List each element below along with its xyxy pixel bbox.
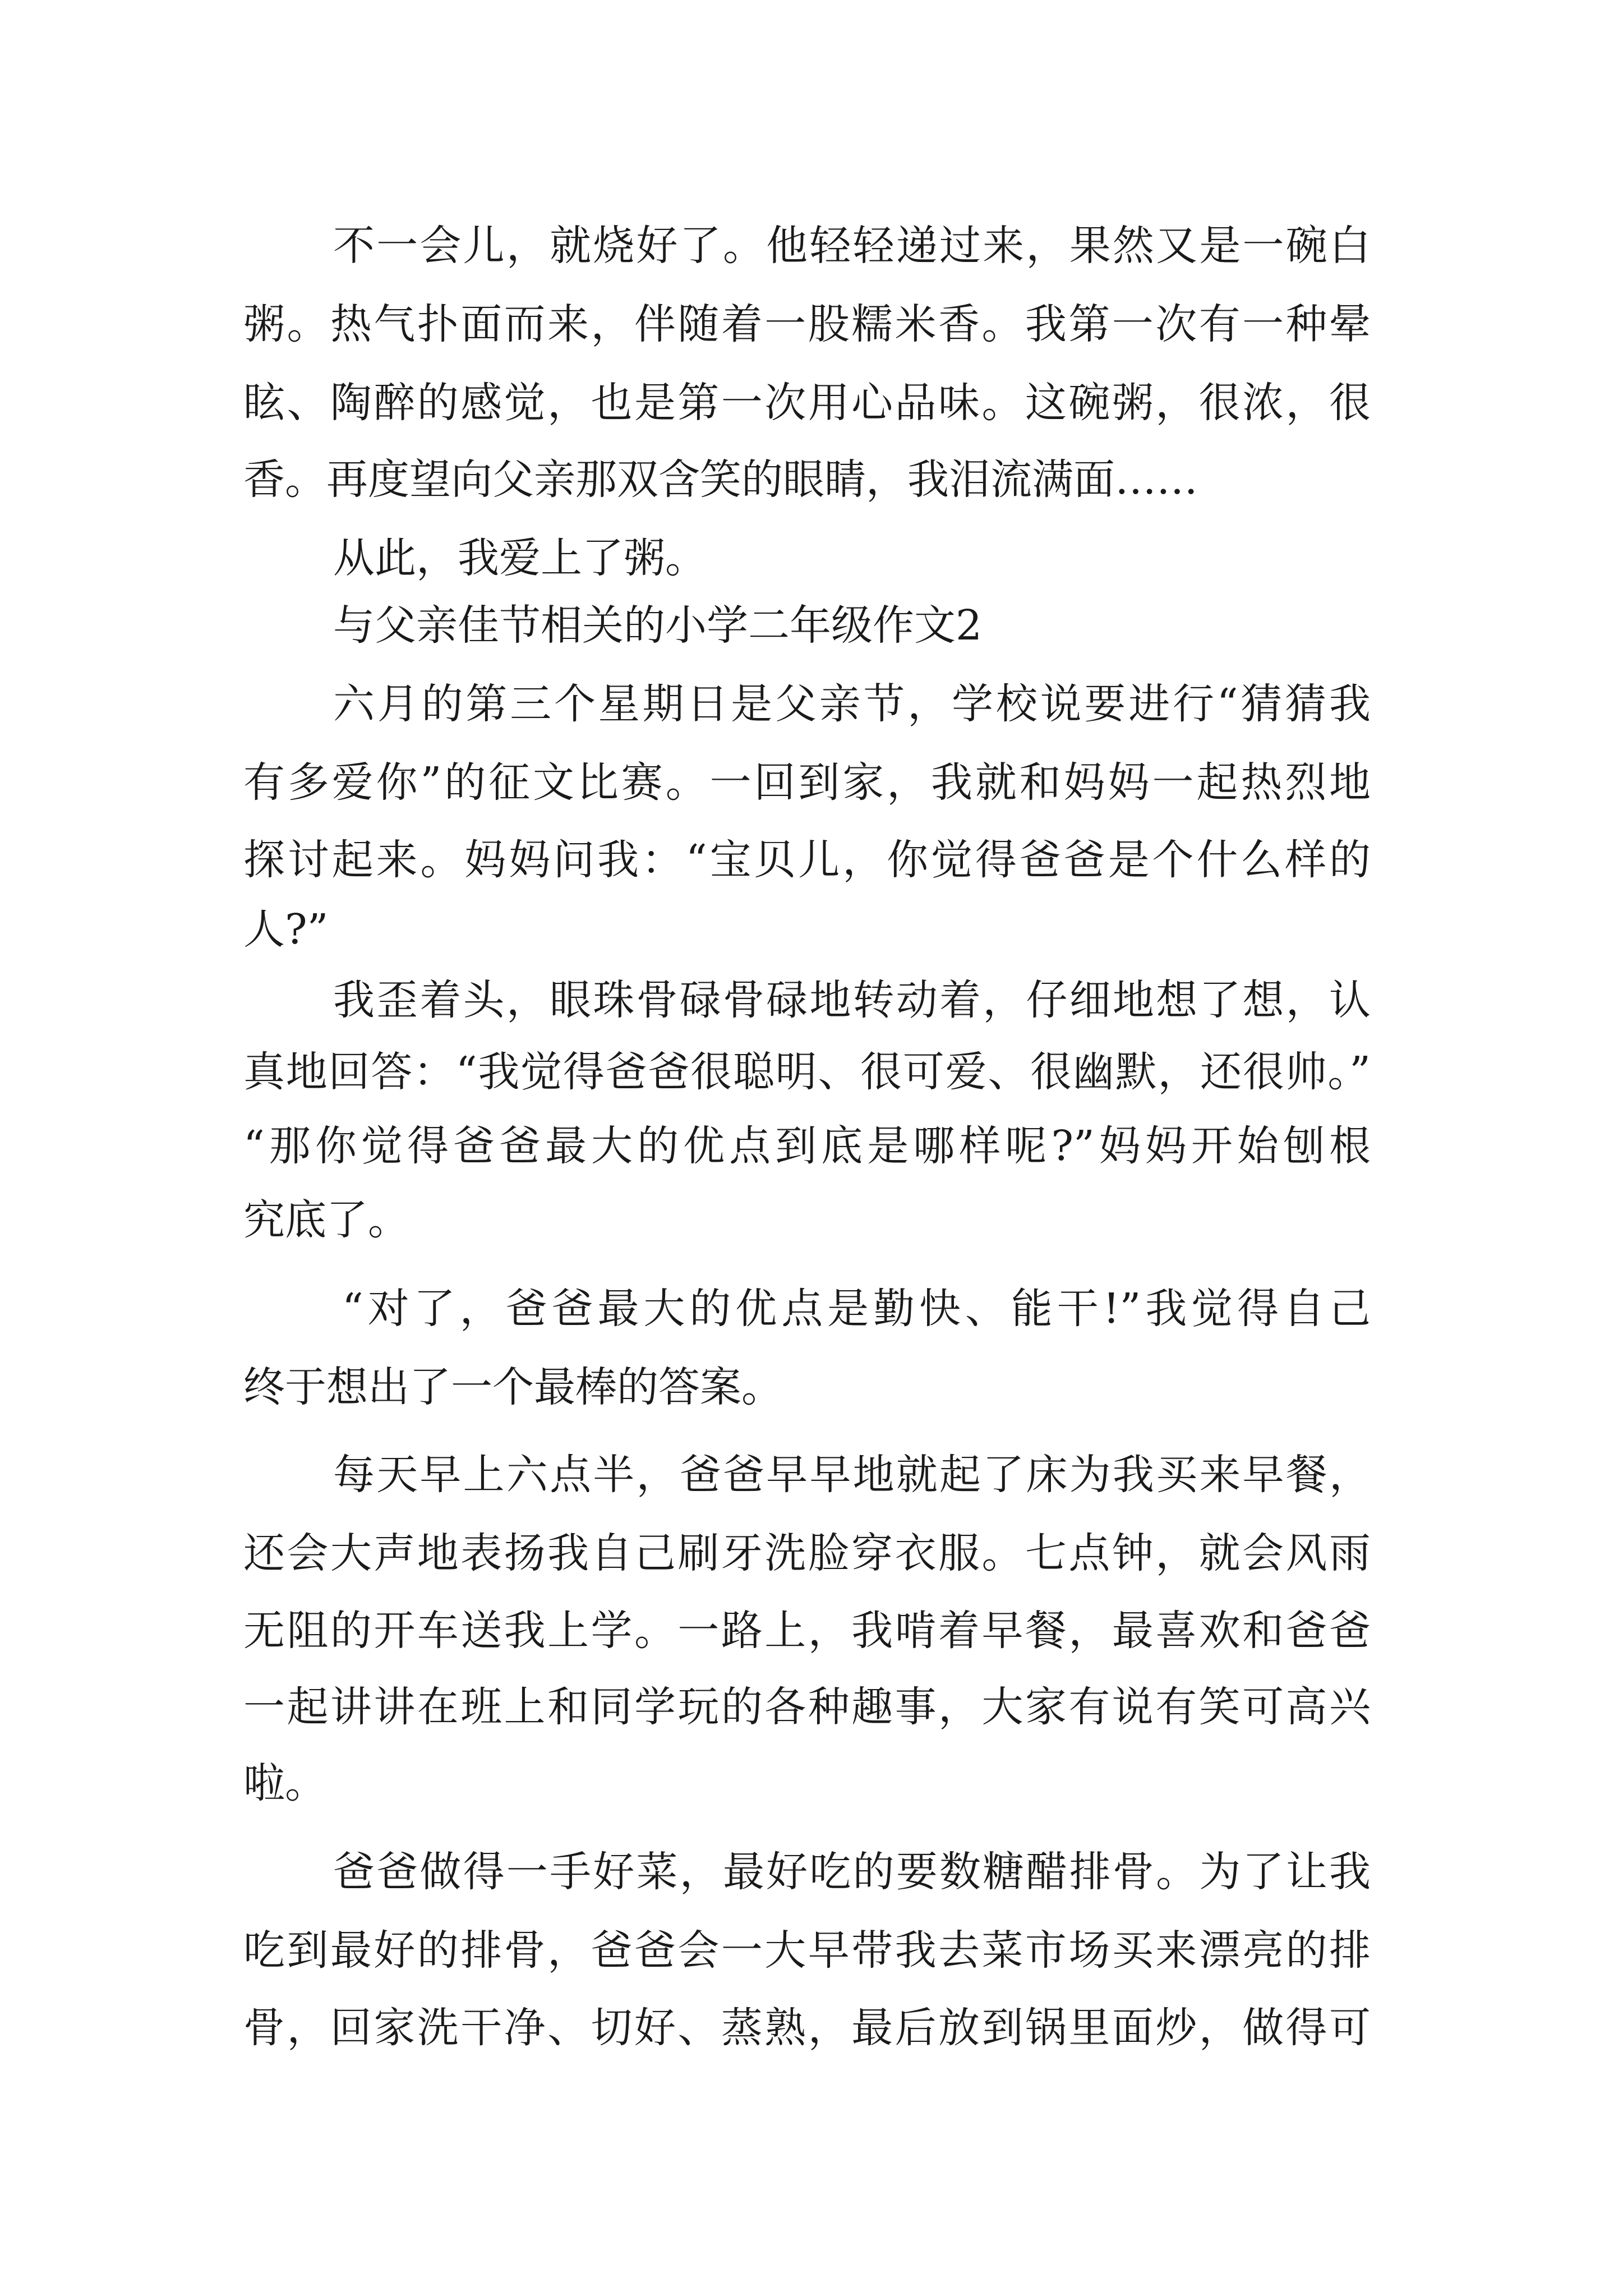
text-line: 究底了。	[243, 1196, 409, 1244]
text-line: 香。再度望向父亲那双含笑的眼睛，我泪流满面……	[243, 455, 1198, 504]
text-line: 人?”	[243, 905, 329, 954]
text-line: 探讨起来。妈妈问我：“宝贝儿，你觉得爸爸是个什么样的	[243, 836, 1371, 884]
text-line: 真地回答：“我觉得爸爸很聪明、很可爱、很幽默，还很帅。”	[243, 1048, 1371, 1096]
text-line: 吃到最好的排骨，爸爸会一大早带我去菜市场买来漂亮的排	[243, 1926, 1371, 1975]
text-line: 我歪着头，眼珠骨碌骨碌地转动着，仔细地想了想，认	[333, 976, 1371, 1024]
text-line: 每天早上六点半，爸爸早早地就起了床为我买来早餐，	[333, 1451, 1371, 1499]
section-title: 与父亲佳节相关的小学二年级作文2	[333, 601, 983, 650]
text-line: 还会大声地表扬我自己刷牙洗脸穿衣服。七点钟，就会风雨	[243, 1529, 1371, 1577]
text-line: 有多爱你”的征文比赛。一回到家，我就和妈妈一起热烈地	[243, 758, 1371, 807]
text-line: 啦。	[243, 1759, 326, 1807]
text-line: 粥。热气扑面而来，伴随着一股糯米香。我第一次有一种晕	[243, 300, 1371, 348]
text-line: 爸爸做得一手好菜，最好吃的要数糖醋排骨。为了让我	[333, 1848, 1371, 1896]
text-line: 骨，回家洗干净、切好、蒸熟，最后放到锅里面炒，做得可	[243, 2004, 1371, 2052]
text-line: 从此，我爱上了粥。	[333, 534, 707, 582]
text-line: “对了，爸爸最大的优点是勤快、能干!”我觉得自己	[342, 1285, 1371, 1333]
text-line: 不一会儿，就烧好了。他轻轻递过来，果然又是一碗白	[333, 222, 1371, 270]
text-line: 终于想出了一个最棒的答案。	[243, 1363, 783, 1411]
text-line: 一起讲讲在班上和同学玩的各种趣事，大家有说有笑可高兴	[243, 1683, 1371, 1731]
text-line: 六月的第三个星期日是父亲节，学校说要进行“猜猜我	[333, 680, 1371, 728]
text-line: 眩、陶醉的感觉，也是第一次用心品味。这碗粥，很浓，很	[243, 379, 1371, 427]
text-line: 无阻的开车送我上学。一路上，我啃着早餐，最喜欢和爸爸	[243, 1607, 1371, 1655]
text-line: “那你觉得爸爸最大的优点到底是哪样呢?”妈妈开始刨根	[243, 1122, 1371, 1170]
